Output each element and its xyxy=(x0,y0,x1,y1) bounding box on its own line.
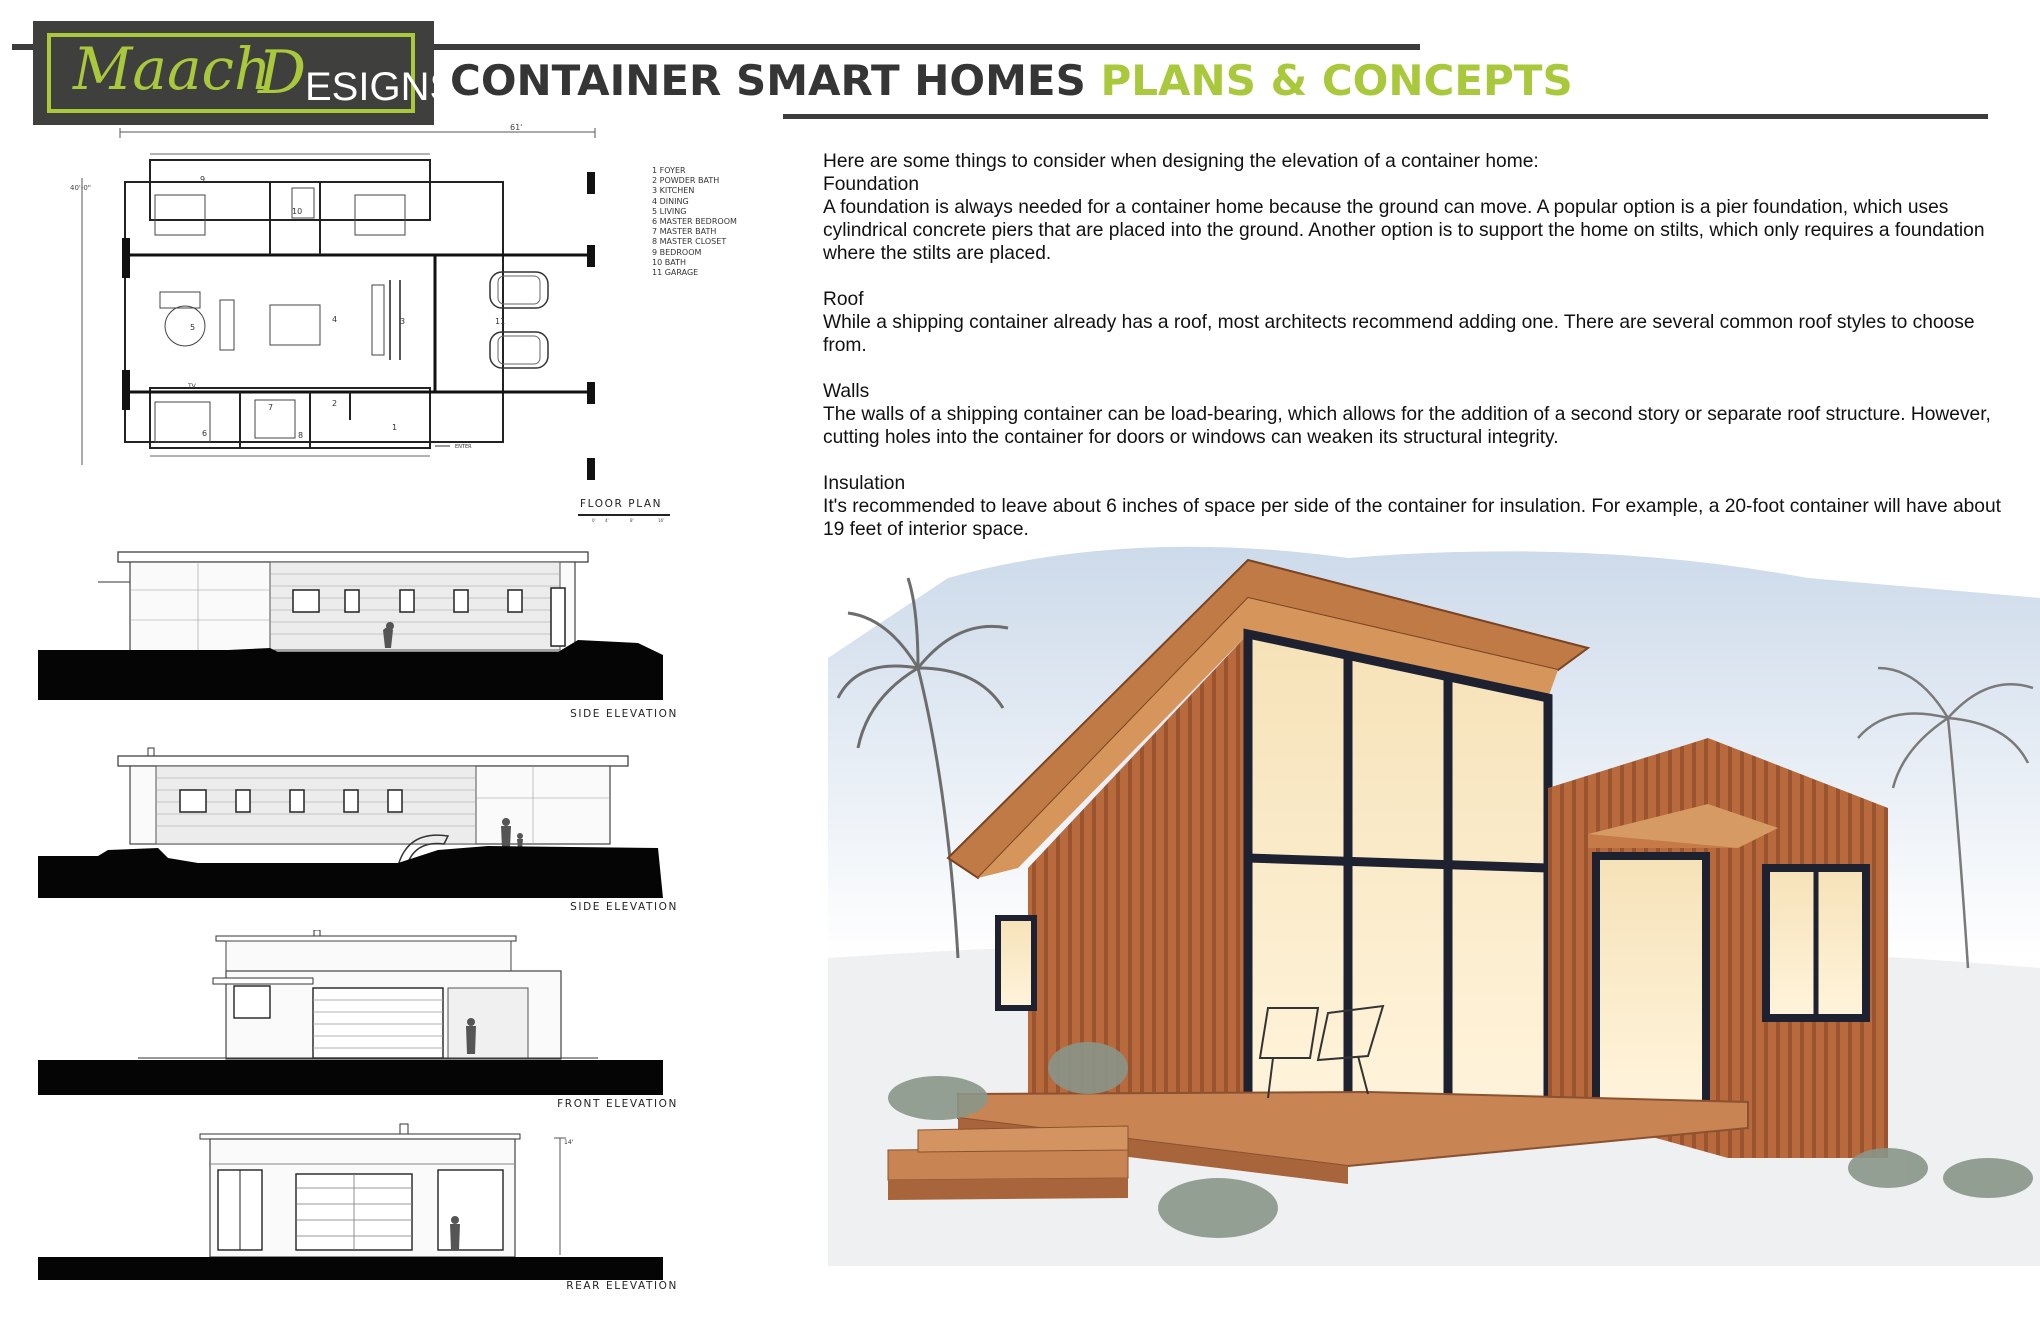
spacer xyxy=(823,265,2013,288)
section-body-roof: While a shipping container already has a roof, most architects recommend adding one. There are several common roof styles to choose from. xyxy=(823,312,1975,356)
side-elevation-1 xyxy=(38,540,678,720)
room-number-6: 6 xyxy=(202,429,208,438)
enter-label: ENTER xyxy=(455,444,472,450)
section-body-walls: The walls of a shipping container can be load-bearing, which allows for the addition of a second story or separate roof structure. However, cutting holes into the container for doors or windows can weaken its structural integrity. xyxy=(823,404,1991,448)
room-number-8: 8 xyxy=(298,431,304,440)
section-body-insulation: It's recommended to leave about 6 inches of space per side of the container for insulation. For example, a 20-foot container will have about 19 feet of interior space. xyxy=(823,496,2001,540)
room-number-2: 2 xyxy=(332,399,338,408)
room-legend xyxy=(652,166,737,278)
legend-item: 10 BATH xyxy=(652,257,686,267)
scale-tick: 0' xyxy=(592,518,596,523)
section-heading-roof: Roof xyxy=(823,289,864,310)
section-heading-foundation: Foundation xyxy=(823,174,920,195)
room-number-10: 10 xyxy=(292,207,303,216)
front-elevation-caption: FRONT ELEVATION xyxy=(557,1098,678,1110)
article xyxy=(823,150,2013,541)
legend-item: 3 KITCHEN xyxy=(652,186,695,196)
page-title-accent: PLANS & CONCEPTS xyxy=(1100,56,1573,105)
page-title-main: CONTAINER SMART HOMES xyxy=(450,56,1101,105)
front-elevation xyxy=(38,930,678,1112)
section-heading-walls: Walls xyxy=(823,381,870,402)
legend-item: 6 MASTER BEDROOM xyxy=(652,217,737,227)
logo-script-text: Maach xyxy=(73,35,272,103)
room-number-1: 1 xyxy=(392,423,398,432)
side-elevation-2 xyxy=(38,738,678,916)
rear-elevation xyxy=(38,1120,678,1296)
legend-item: 7 MASTER BATH xyxy=(652,227,717,237)
legend-item: 11 GARAGE xyxy=(652,268,699,278)
legend-item: 4 DINING xyxy=(652,196,689,206)
front-elevation-drawing xyxy=(38,930,678,1095)
floor-plan-title: FLOOR PLAN xyxy=(580,498,663,510)
side-elevation-2-drawing xyxy=(38,738,678,903)
legend-item: 1 FOYER xyxy=(652,166,686,175)
brand-logo xyxy=(33,21,457,125)
side-elevation-1-caption: SIDE ELEVATION xyxy=(570,708,678,720)
rear-elevation-drawing xyxy=(38,1120,678,1280)
rendering-illustration xyxy=(828,538,2040,1266)
room-number-11: 11 xyxy=(495,317,506,326)
rear-height-note: 14' xyxy=(564,1139,574,1146)
tv-label: TV xyxy=(188,383,196,390)
header-underline xyxy=(783,114,1988,119)
plan-dimension-side: 40'-0" xyxy=(70,184,92,192)
article-intro: Here are some things to consider when designing the elevation of a container home: xyxy=(823,151,1539,172)
room-number-3: 3 xyxy=(400,317,406,326)
logo-word: ESIGNS xyxy=(305,65,457,109)
room-number-7: 7 xyxy=(268,403,274,412)
room-number-5: 5 xyxy=(190,323,196,332)
side-elevation-2-caption: SIDE ELEVATION xyxy=(570,901,678,913)
page-title xyxy=(450,52,1573,110)
spacer xyxy=(823,449,2013,472)
legend-item: 5 LIVING xyxy=(652,206,687,216)
section-heading-insulation: Insulation xyxy=(823,473,906,494)
plan-dimension-top: 61' xyxy=(510,123,523,132)
floor-plan xyxy=(70,120,750,535)
spacer xyxy=(823,357,2013,380)
room-number-9: 9 xyxy=(200,175,206,184)
logo-initial: D xyxy=(258,38,307,108)
side-elevation-1-drawing xyxy=(38,540,678,705)
legend-item: 9 BEDROOM xyxy=(652,247,702,257)
room-number-4: 4 xyxy=(332,315,338,324)
section-body-foundation: A foundation is always needed for a container home because the ground can move. A popular option is a pier foundation, which uses cylindrical concrete piers that are placed into the ground. Another option is to support the home on stilts, which only requires a foundation where the stilts are placed. xyxy=(823,197,1985,264)
scale-tick: 4' xyxy=(605,518,609,523)
rear-elevation-caption: REAR ELEVATION xyxy=(566,1280,678,1292)
scale-tick: 16' xyxy=(658,518,665,523)
legend-item: 8 MASTER CLOSET xyxy=(652,237,727,247)
floor-plan-drawing xyxy=(70,120,750,535)
container-home-rendering xyxy=(828,538,2040,1266)
scale-tick: 8' xyxy=(630,518,634,523)
legend-item: 2 POWDER BATH xyxy=(652,176,720,186)
